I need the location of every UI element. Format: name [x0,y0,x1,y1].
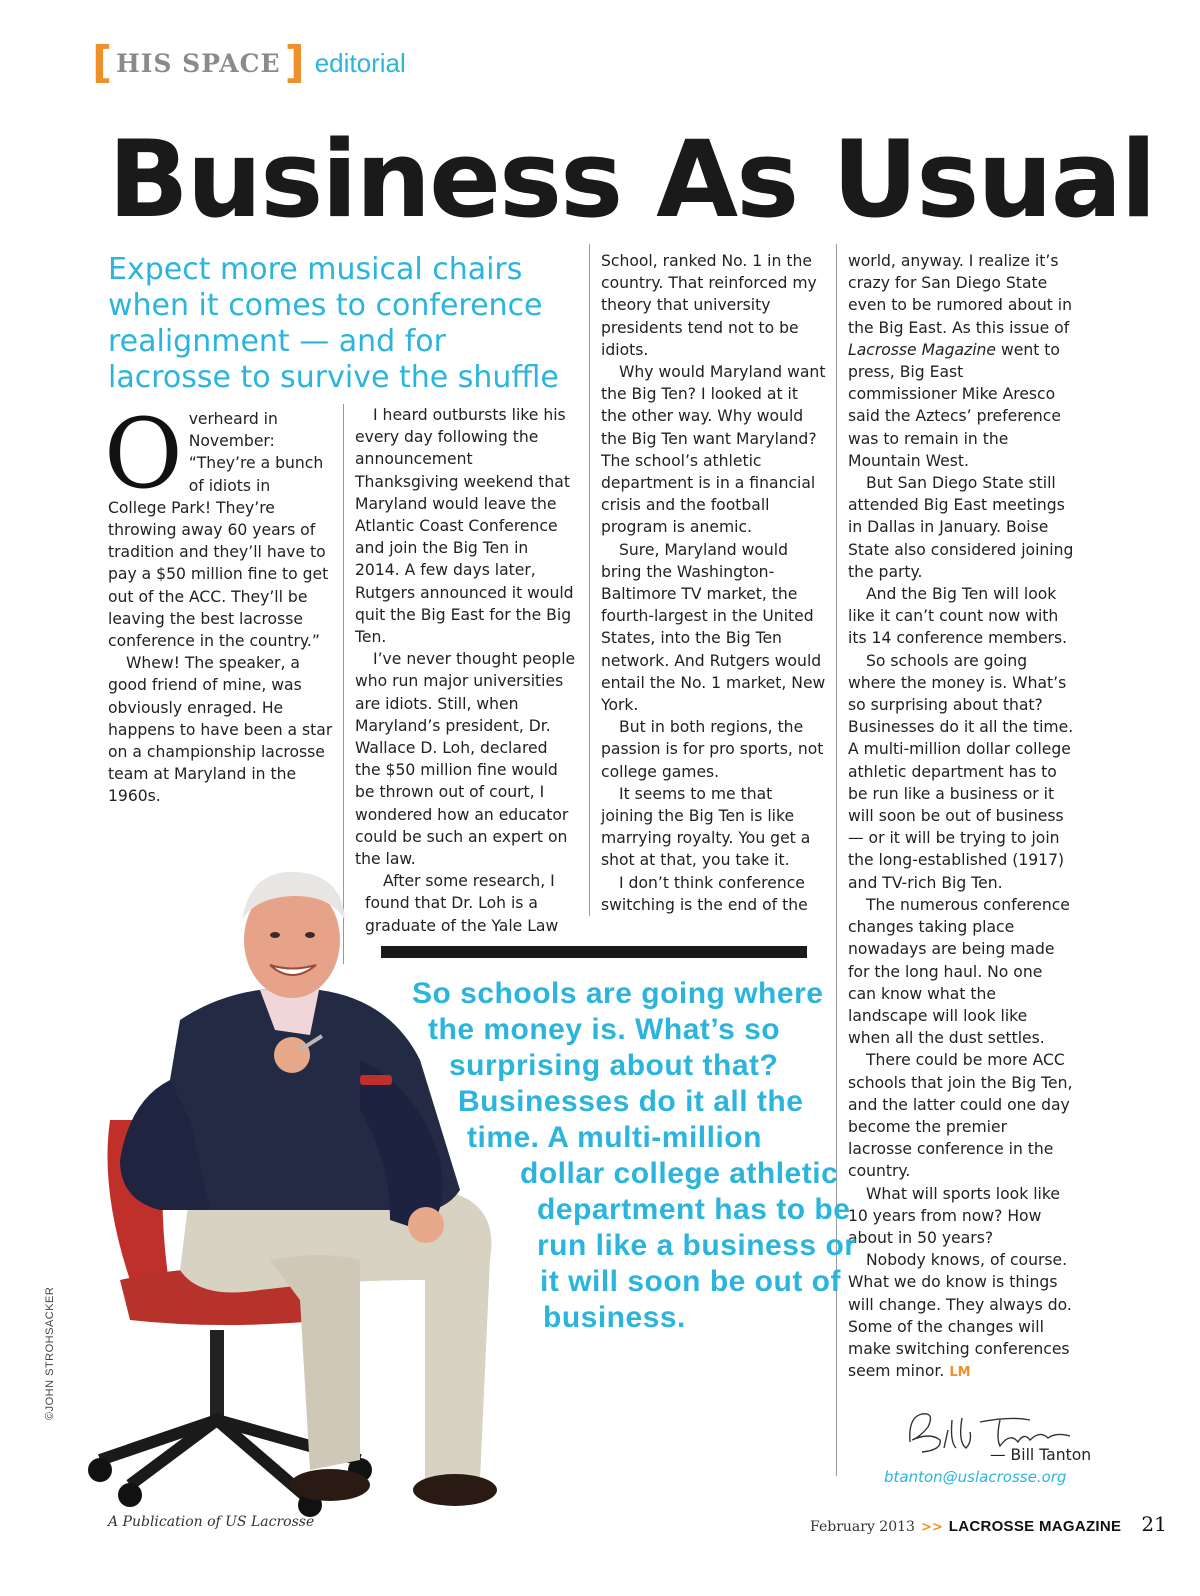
body-paragraph: world, anyway. I realize it’s crazy for San Diego State even to be rumored about in the Big East. As this issue of Lacrosse Magazine went to press, Big East commissioner Mike Aresco said the Aztecs’ preference was to remain in the Mountain West. [848,252,1073,470]
body-paragraph: I heard outbursts like his every day following the announcement Thanksgiving weekend that Maryland would leave the Atlantic Coast Conference and join the Big Ten in 2014. A few days later, Rutgers announced it would quit the Big East for the Big Ten. [355,406,574,647]
body-paragraph: There could be more ACC schools that join the Big Ten, and the latter could one day become the premier lacrosse conference in the country. [848,1051,1073,1181]
body-paragraph: And the Big Ten will look like it can’t count now with its 14 conference members. [848,585,1068,648]
body-paragraph: It seems to me that joining the Big Ten is like marrying royalty. You get a shot at that, you take it. [601,784,811,870]
body-column-1 [104,398,333,808]
section-label: editorial [314,47,406,78]
magazine-title: Lacrosse Magazine [848,340,997,359]
body-paragraph: School, ranked No. 1 in the country. That reinforced my theory that university presidents tend not to be idiots. [601,252,817,359]
body-paragraph: Whew! The speaker, a good friend of mine, was obviously enraged. He happens to have been a star on a championship lacrosse team at Maryland in the 1960s. [108,654,333,806]
pull-quote-line: So schools are going where [412,977,824,1010]
drop-cap: O [104,398,183,510]
pull-quote-line: the money is. What’s so [428,1013,781,1046]
body-paragraph: But San Diego State still attended Big East meetings in Dallas in January. Boise State also considered joining the party. [848,474,1074,581]
double-chevron-icon: >> [920,1520,943,1535]
pull-quote-bar [381,946,807,958]
body-paragraph: But in both regions, the passion is for pro sports, not college games. [601,718,824,781]
body-paragraph: After some research, I found that Dr. Loh is a graduate of the Yale Law [365,872,559,935]
author-photo [60,860,530,1520]
pull-quote-line: department has to be [537,1193,851,1226]
pull-quote-line: it will soon be out of [540,1265,841,1298]
author-name: — Bill Tanton [990,1446,1092,1464]
pull-quote-line: business. [543,1301,686,1334]
body-paragraph: Nobody knows, of course. What we do know is things will change. They always do. Some of the changes will make switching conferences seem minor. LM [848,1251,1072,1381]
page-number: 21 [1141,1512,1167,1536]
section-name: HIS SPACE [116,48,281,78]
footer-publication: A Publication of US Lacrosse [108,1514,315,1530]
pull-quote-line: dollar college athletic [520,1157,839,1190]
body-paragraph: I’ve never thought people who run major universities are idiots. Still, when Maryland’s president, Dr. Wallace D. Loh, declared the $50 million fine would be thrown out of court, I wondered how an educator could be such an expert on the law. [355,650,576,869]
head [242,872,345,998]
body-paragraph: Sure, Maryland would bring the Washington-Baltimore TV market, the fourth-largest in the United States, into the Big Ten network. And Rutgers would entail the No. 1 market, New York. [601,540,826,715]
deck: Expect more musical chairs when it comes to conference realignment — and for lacrosse to survive the shuffle [108,252,559,395]
photo-credit: ©JOHN STROHSACKER [44,1286,56,1420]
bracket-open: [ [92,37,113,88]
bracket-close: ] [284,37,305,88]
hand [274,1037,310,1073]
shoe [290,1469,370,1501]
shoe [413,1474,497,1506]
end-mark: LM [949,1365,971,1381]
pull-quote-line: surprising about that? [449,1049,779,1082]
body-paragraph: Overheard in November: “They’re a bunch of idiots in College Park! They’re throwing away 60 years of tradition and they’ll have to pay a $50 million fine to get out of the ACC. They’ll be leaving the best lacrosse conference in the country.” [104,398,329,651]
section-header [92,37,406,88]
body-paragraph: Why would Maryland want the Big Ten? I looked at it the other way. Why would the Big Ten want Maryland? The school’s athletic department is in a financial crisis and the football program is anemic. [601,363,826,537]
body-column-2 [355,404,577,937]
body-column-4 [848,250,1074,1384]
pull-quote-line: run like a business or [537,1229,857,1262]
body-column-3 [601,250,827,916]
footer-date: February 2013 [810,1519,915,1535]
body-paragraph: The numerous conference changes taking place nowadays are being made for the long haul. No one can know what the landscape will look like when all the dust settles. [848,895,1070,1048]
pull-quote-line: Businesses do it all the [458,1085,804,1118]
body-paragraph: I don’t think conference switching is the end of the [601,873,808,914]
footer-magazine: LACROSSE MAGAZINE [948,1518,1122,1535]
body-paragraph: So schools are going where the money is. What’s so surprising about that? Businesses do it all the time. A multi-million dollar college athletic department has to be run like a business or it will soon be out of business — or it will be trying to join the long-established (1917) and TV-rich Big Ten. [848,651,1074,892]
headline: Business As Usual [108,118,1155,241]
footer-folio [810,1512,1167,1536]
hand [408,1207,444,1243]
author-email[interactable]: btanton@uslacrosse.org [884,1468,1067,1486]
pull-quote-line: time. A multi-million [467,1121,762,1154]
body-paragraph: What will sports look like 10 years from now? How about in 50 years? [848,1184,1060,1247]
column-rule-2 [589,244,590,916]
